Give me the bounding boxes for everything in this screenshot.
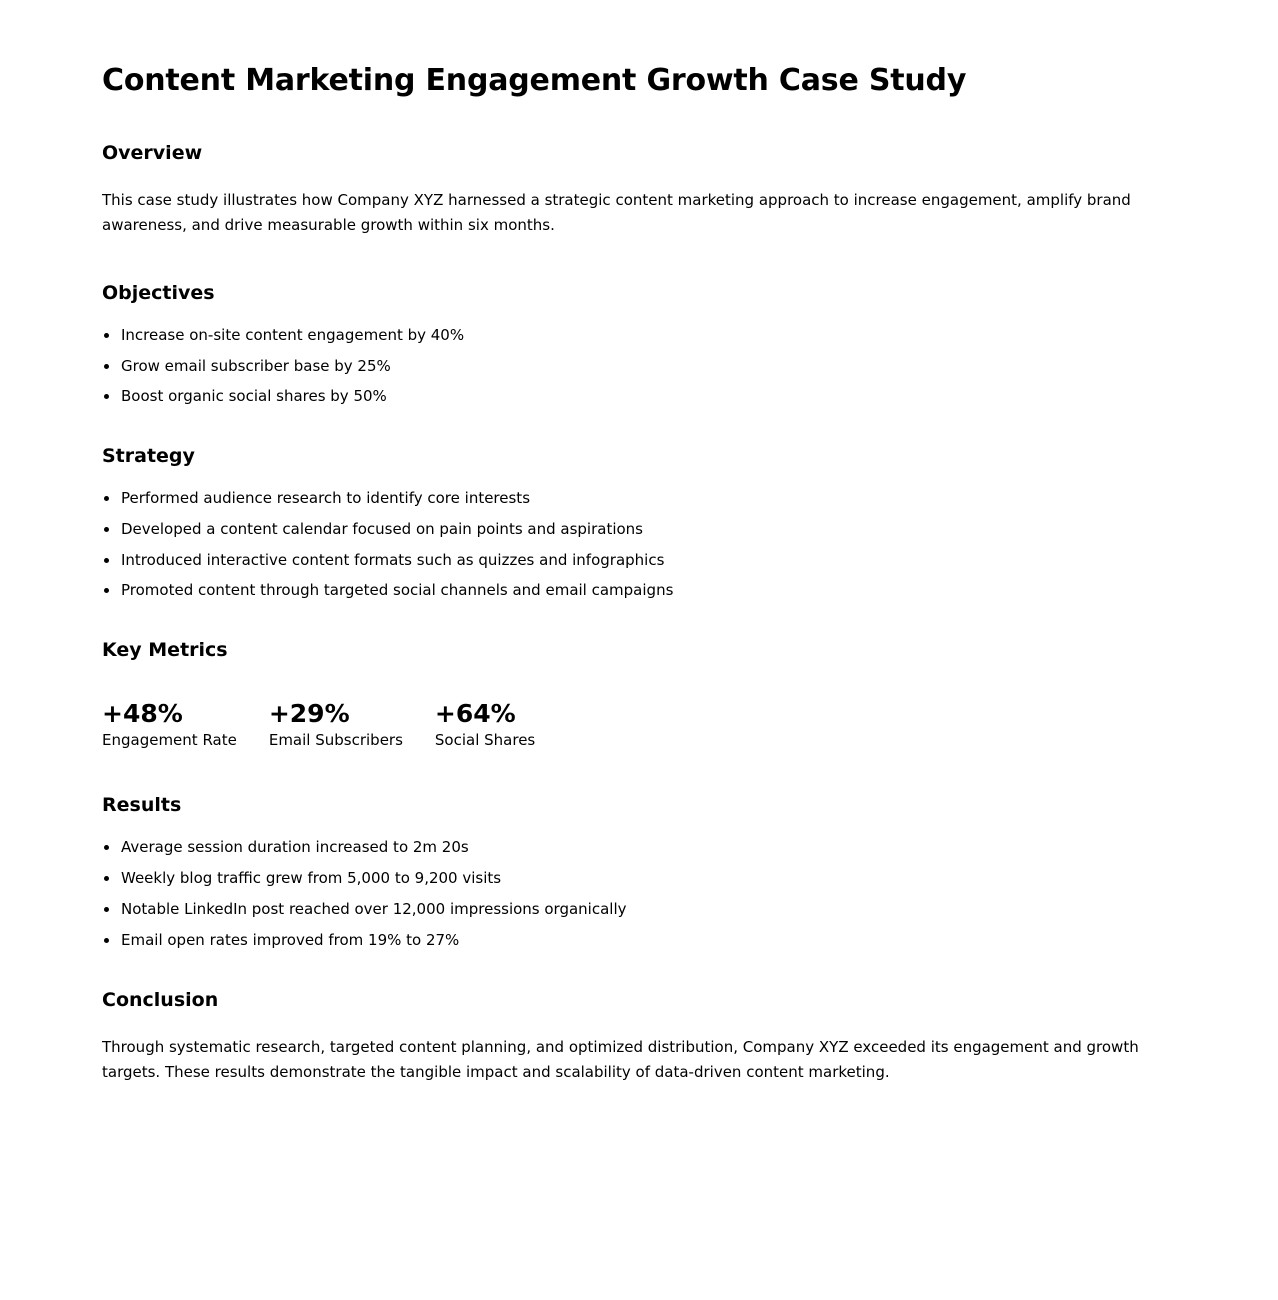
- objectives-heading: Objectives: [102, 282, 215, 304]
- page-title: Content Marketing Engagement Growth Case Study: [102, 63, 967, 98]
- strategy-list: [102, 489, 1176, 600]
- conclusion-heading: Conclusion: [102, 988, 219, 1011]
- result-item: Weekly blog traffic grew from 5,000 to 9,200 visits: [121, 869, 1176, 888]
- metrics-row: [102, 699, 1176, 750]
- result-item: Average session duration increased to 2m 20s: [121, 838, 1176, 857]
- conclusion-text: Through systematic research, targeted content planning, and optimized distribution, Company XYZ exceeded its engagement and growth targets. These results demonstrate the tangible impact and scalability of data-driven content marketing.: [102, 1037, 1139, 1081]
- overview-text: This case study illustrates how Company XYZ harnessed a strategic content marketing approach to increase engagement, amplify brand awareness, and drive measurable growth within six months.: [102, 191, 1131, 234]
- key-metrics-heading: Key Metrics: [102, 639, 228, 662]
- objective-item: Grow email subscriber base by 25%: [121, 357, 1176, 376]
- metric-value: +29%: [268, 699, 350, 729]
- strategy-item: Developed a content calendar focused on pain points and aspirations: [121, 520, 1176, 539]
- result-item: Notable LinkedIn post reached over 12,000 impressions organically: [121, 900, 1176, 919]
- results-heading: Results: [102, 794, 182, 817]
- metric-label: Email Subscribers: [268, 731, 403, 750]
- objective-item: Boost organic social shares by 50%: [121, 387, 1176, 406]
- result-item: Email open rates improved from 19% to 27%: [121, 931, 1176, 950]
- strategy-item: Performed audience research to identify core interests: [121, 489, 1176, 508]
- strategy-item: Introduced interactive content formats such as quizzes and infographics: [121, 551, 1176, 570]
- metric-label: Social Shares: [434, 731, 536, 750]
- metric-label: Engagement Rate: [102, 731, 237, 750]
- objective-item: Increase on-site content engagement by 40%: [121, 326, 1176, 345]
- strategy-item: Promoted content through targeted social channels and email campaigns: [121, 581, 1176, 600]
- metric-engagement-rate: [102, 699, 237, 750]
- metric-social-shares: [435, 699, 535, 750]
- metric-value: +48%: [102, 699, 183, 729]
- metric-value: +64%: [434, 699, 516, 729]
- results-list: [102, 838, 1176, 949]
- strategy-heading: Strategy: [102, 445, 195, 468]
- metric-email-subscribers: [269, 699, 403, 750]
- objectives-list: [102, 326, 1176, 406]
- overview-heading: Overview: [102, 142, 203, 164]
